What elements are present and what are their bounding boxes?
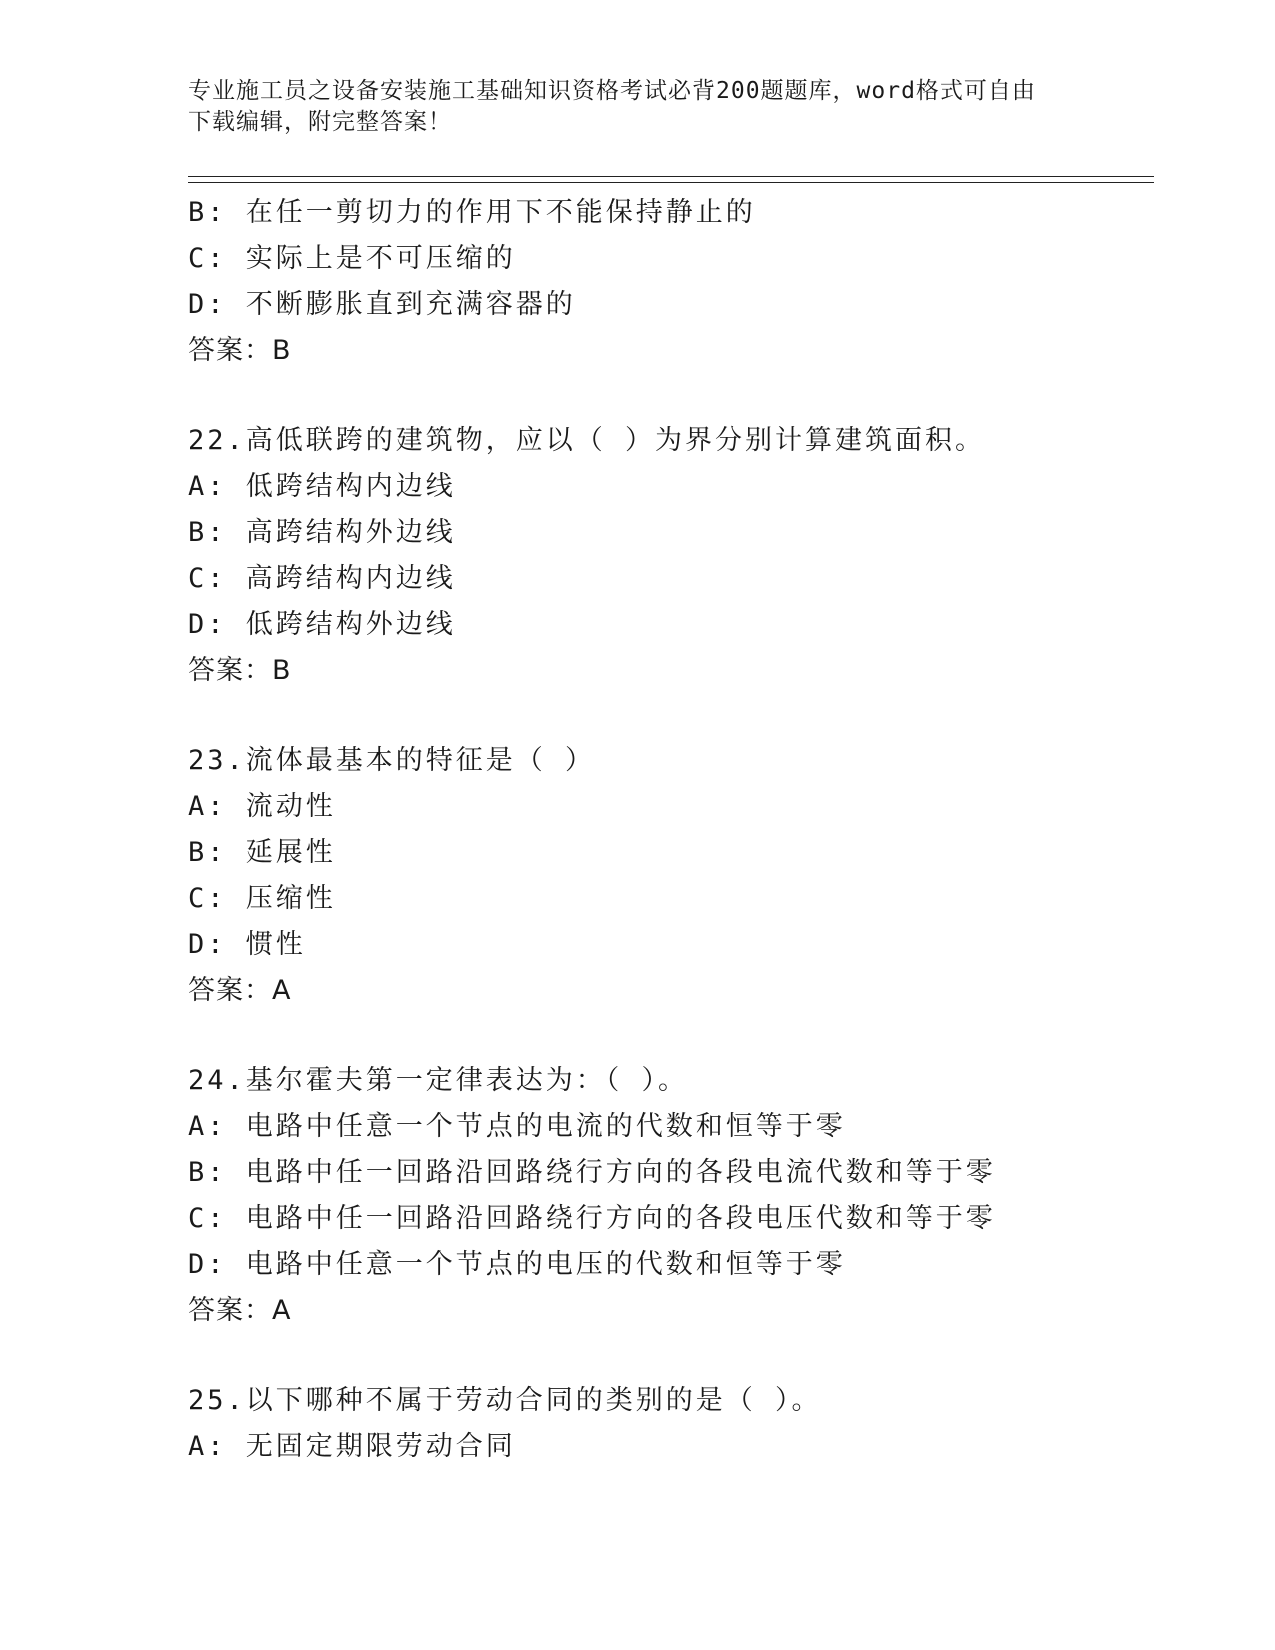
header-divider-bottom [188, 182, 1154, 183]
option-b: B: 高跨结构外边线 [188, 517, 456, 548]
question-23 [188, 738, 1168, 1014]
question-24 [188, 1058, 1168, 1334]
option-d: D: 低跨结构外边线 [188, 609, 456, 640]
option-a: A: 低跨结构内边线 [188, 471, 456, 502]
question-22 [188, 418, 1168, 694]
option-d: D: 惯性 [188, 929, 306, 960]
question-list [188, 190, 1168, 1470]
answer: 答案：A [188, 975, 292, 1006]
option-a: A: 电路中任意一个节点的电流的代数和恒等于零 [188, 1111, 846, 1142]
answer: 答案：B [188, 655, 292, 686]
question-partial [188, 190, 1168, 374]
option-c: C: 电路中任一回路沿回路绕行方向的各段电压代数和等于零 [188, 1203, 996, 1234]
header-divider-top [188, 176, 1154, 177]
option-b: B: 电路中任一回路沿回路绕行方向的各段电流代数和等于零 [188, 1157, 996, 1188]
question-stem: 24.基尔霍夫第一定律表达为：（ ）。 [188, 1065, 689, 1096]
header-line-1: 专业施工员之设备安装施工基础知识资格考试必背200题题库，word格式可自由 [188, 78, 1036, 104]
option-c: C: 压缩性 [188, 883, 336, 914]
question-stem: 23.流体最基本的特征是（ ） [188, 745, 596, 776]
option-b: B: 延展性 [188, 837, 336, 868]
answer: 答案：B [188, 335, 292, 366]
option-d: D: 电路中任意一个节点的电压的代数和恒等于零 [188, 1249, 846, 1280]
header-line-2: 下载编辑，附完整答案！ [188, 109, 452, 135]
document-header [188, 76, 1068, 138]
option-d: D: 不断膨胀直到充满容器的 [188, 289, 576, 320]
option-a: A: 流动性 [188, 791, 336, 822]
option-c: C: 实际上是不可压缩的 [188, 243, 516, 274]
answer: 答案：A [188, 1295, 292, 1326]
question-25 [188, 1378, 1168, 1470]
question-stem: 22.高低联跨的建筑物，应以（ ）为界分别计算建筑面积。 [188, 425, 986, 456]
option-c: C: 高跨结构内边线 [188, 563, 456, 594]
option-a: A: 无固定期限劳动合同 [188, 1431, 516, 1462]
option-b: B: 在任一剪切力的作用下不能保持静止的 [188, 197, 756, 228]
question-stem: 25.以下哪种不属于劳动合同的类别的是（ ）。 [188, 1385, 822, 1416]
